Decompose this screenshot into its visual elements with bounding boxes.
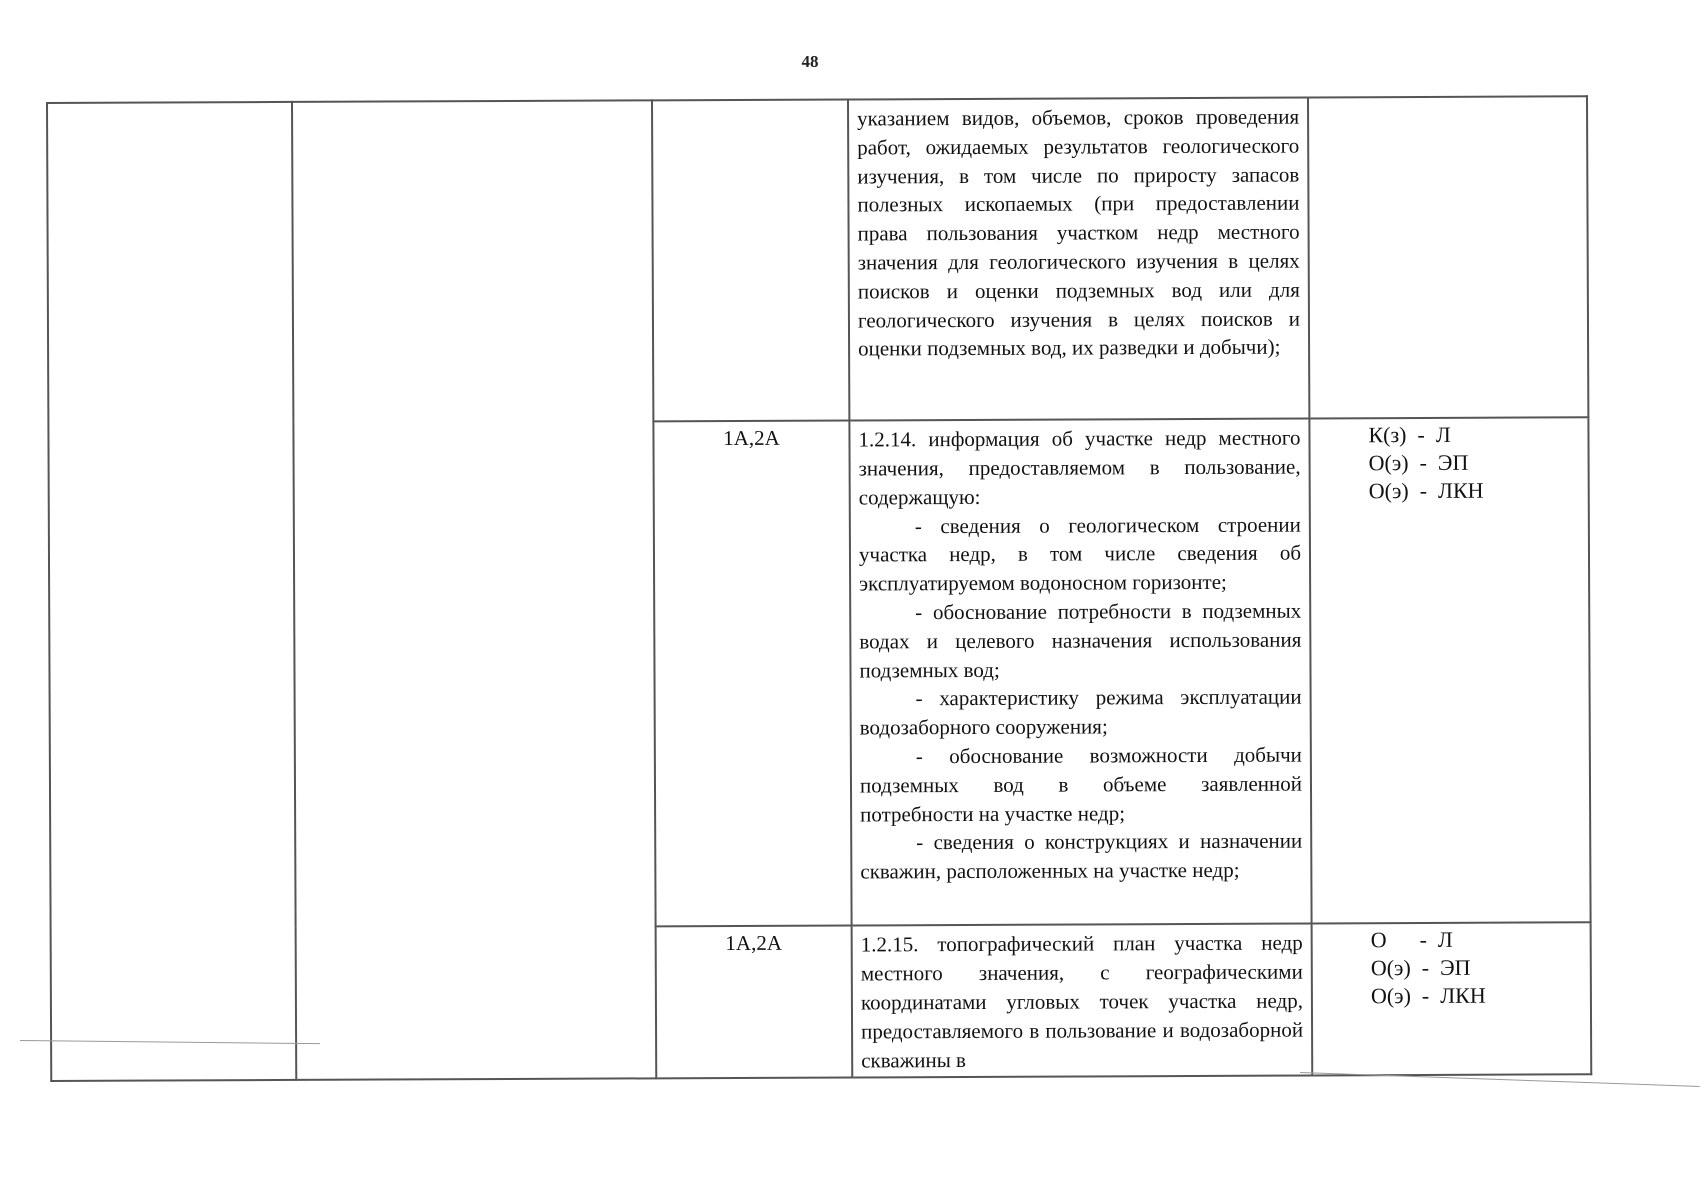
row-code: 1А,2А bbox=[653, 421, 851, 927]
list-item: - характеристику режима эксплуатации водозаборного сооружения; bbox=[859, 684, 1302, 740]
form-requirement: О(э) - ЛКН bbox=[1368, 478, 1484, 504]
row-forms-cell bbox=[1309, 418, 1590, 924]
empty-cell-forms bbox=[1308, 96, 1588, 418]
form-requirement: О(э) - ЭП bbox=[1370, 955, 1471, 981]
row-intro: 1.2.14. информация об участке недр местного значения, предоставляемом в пользование, содержащую: bbox=[858, 425, 1301, 510]
page-number: 48 bbox=[801, 52, 819, 71]
row-intro: 1.2.15. топографический план участка недр местного значения, с географическими координатами угловых точек участка недр, предоставляемого в пользование и водозаборной скважины в bbox=[860, 930, 1304, 1073]
table-row bbox=[47, 96, 1588, 424]
empty-cell-col1 bbox=[47, 102, 296, 1081]
list-item: - обоснование возможности добычи подземных вод в объеме заявленной потребности на участке недр; bbox=[859, 742, 1303, 827]
row-code: 1А,2А bbox=[656, 926, 853, 1078]
row-content-1-2-15 bbox=[852, 924, 1313, 1078]
list-item: - сведения о конструкциях и назначении скважин, расположенных на участке недр; bbox=[860, 828, 1303, 884]
form-requirement: О(э) - ЭП bbox=[1368, 450, 1469, 476]
requirements-table bbox=[46, 95, 1592, 1082]
empty-cell-col2 bbox=[292, 100, 656, 1080]
continued-text-cell bbox=[848, 97, 1309, 420]
form-requirement: К(з) - Л bbox=[1368, 422, 1451, 448]
row-forms-cell bbox=[1312, 923, 1592, 1076]
list-item: - сведения о геологическом строении участка недр, в том числе сведения об эксплуатируемом водоносном горизонте; bbox=[858, 512, 1302, 596]
list-item: - обоснование потребности в подземных водах и целевого назначения использования подземных вод; bbox=[859, 598, 1302, 683]
empty-cell-code bbox=[652, 100, 849, 422]
row-content-1-2-14 bbox=[849, 419, 1311, 926]
form-requirement: О(э) - ЛКН bbox=[1370, 983, 1486, 1009]
continued-text: указанием видов, объемов, сроков проведения работ, ожидаемых результатов геологического изучения, в том числе по приросту запасов полезных ископаемых (при предоставлении права пользования участком недр местного значения для геологического изучения в целях поисков и оценки подземных вод или для геологического изучения в целях поисков и оценки подземных вод, их разведки и добычи); bbox=[857, 104, 1301, 361]
form-requirement: О - Л bbox=[1370, 927, 1453, 953]
